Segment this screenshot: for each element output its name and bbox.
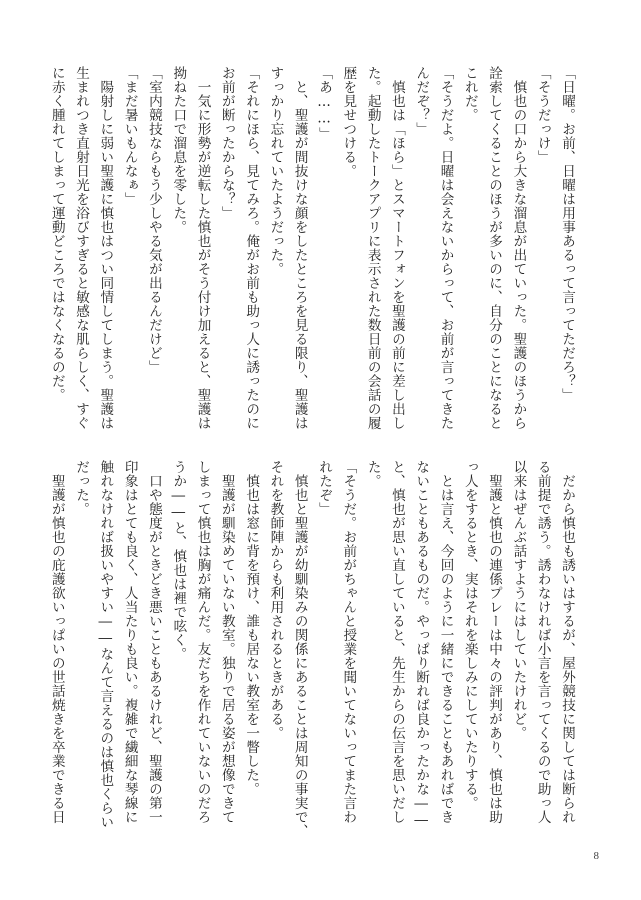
text-line: 印象はとても良く、人当たりも良い。複雑で繊細な琴線に — [121, 460, 138, 824]
text-line: 聖護が馴染めていない教室。独りで居る姿が想像できて — [218, 460, 235, 824]
text-line: んだぞ？」 — [413, 66, 430, 136]
text-line: 慎也と聖護が幼馴染みの関係にあることは周知の事実で、 — [291, 460, 308, 838]
text-line: 触れなければ扱いやすい――なんて言えるのは慎也くらい — [97, 460, 114, 829]
text-line: それを教師陣からも利用されるときがある。 — [267, 460, 284, 740]
top-text-block — [48, 66, 579, 444]
text-line: 口や態度がときどき悪いこともあるけれど、聖護の第一 — [145, 460, 162, 824]
text-line: た。 — [364, 460, 381, 488]
text-line: 拗ねた口で溜息を零した。 — [170, 66, 187, 234]
text-line: 「日曜。お前、日曜は用事あるって言ってただろ？」 — [559, 66, 575, 402]
text-line: っ人をするとき、実はそれを楽しみにしていたりする。 — [461, 460, 478, 810]
text-line: 「そうだよ。日曜は会えないからって、お前が言ってきた — [437, 66, 454, 430]
text-line: 「室内競技ならもう少しやる気が出るんだけど」 — [145, 66, 162, 374]
page-number: 8 — [593, 850, 599, 862]
text-line: と、慎也が思い直していると、先生からの伝言を思いだし — [388, 460, 405, 824]
text-line: 慎也の口から大きな溜息が出ていった。聖護のほうから — [510, 66, 527, 430]
text-line: しまって慎也は胸が痛んだ。友だちを作れていないのだろ — [194, 460, 211, 824]
text-line: 詮索してくることのほうが多いのに、自分のことになると — [486, 66, 503, 430]
text-line: 「まだ暑いもんなぁ」 — [121, 66, 138, 206]
text-line: れたぞ」 — [316, 460, 333, 516]
text-line: だから慎也も誘いはするが、屋外競技に関しては断られ — [559, 460, 575, 824]
text-line: 歴を見せつける。 — [340, 66, 357, 178]
text-line: 「そうだっけ」 — [534, 66, 551, 164]
text-line: これだ。 — [461, 66, 478, 122]
text-line: 生まれつき直射日光を浴びすぎると敏感な肌らしく、すぐ — [73, 66, 90, 430]
text-line: 聖護と慎也の連係プレーは中々の評判があり、慎也は助 — [486, 460, 503, 824]
text-line: た。起動したトークアプリに表示された数日前の会話の履 — [364, 66, 381, 430]
text-line: と、聖護が間抜けな顔をしたところを見る限り、聖護は — [291, 66, 308, 430]
text-line: とは言え、今回のように一緒にできることもあればでき — [437, 460, 454, 824]
text-line: 陽射しに弱い聖護に慎也はつい同情してしまう。聖護は — [97, 66, 114, 430]
text-line: 「そうだ。お前がちゃんと授業を聞いてないってまた言わ — [340, 460, 357, 824]
text-line: うか――と、慎也は裡で呟く。 — [170, 460, 187, 661]
text-line: に赤く腫れてしまって運動どころではなくなるのだ。 — [48, 66, 65, 402]
bottom-text-block — [48, 460, 579, 838]
text-line: すっかり忘れていたようだった。 — [267, 66, 284, 276]
text-line: 以来はぜんぶ話すようにはしていたけれど。 — [510, 460, 527, 740]
text-line: 「あ……」 — [316, 66, 333, 141]
text-line: 一気に形勢が逆転した慎也がそう付け加えると、聖護は — [194, 66, 211, 430]
text-line: 聖護が慎也の庇護欲いっぱいの世話焼きを卒業できる日 — [48, 460, 65, 824]
text-line: お前が断ったからな？」 — [218, 66, 235, 220]
text-line: る前提で誘う。誘わなければ小言を言ってくるので助っ人 — [534, 460, 551, 824]
text-line: 慎也は「ほら」とスマートフォンを聖護の前に差し出し — [388, 66, 405, 430]
text-line: 「それにほら、見てみろ。俺がお前も助っ人に誘ったのに — [243, 66, 260, 430]
text-line: ないこともあるものだ。やっぱり断れば良かったかな―― — [413, 460, 430, 829]
text-line: 慎也は窓に背を預け、誰も居ない教室を一瞥した。 — [243, 460, 260, 796]
text-line: だった。 — [73, 460, 90, 516]
